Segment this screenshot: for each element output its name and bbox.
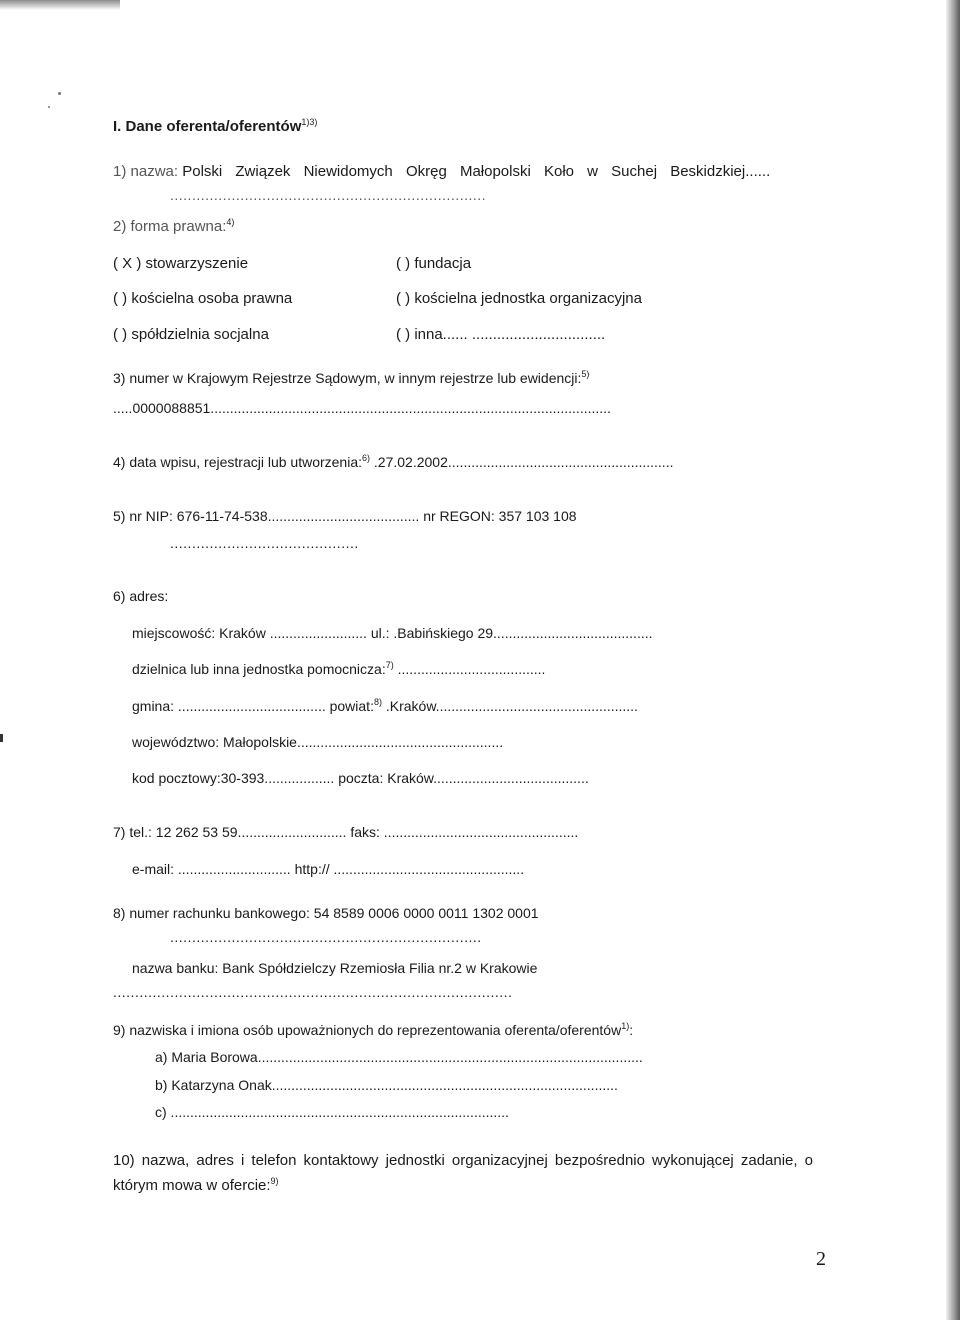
scan-speck — [48, 106, 50, 108]
field-adres-label: 6) adres: — [113, 588, 169, 604]
field-forma-prawna-footnote: 4) — [226, 217, 235, 227]
field-powiat-footnote: 8) — [373, 697, 382, 707]
field-dzielnica-footnote: 7) — [385, 660, 394, 670]
field-dzielnica-value: ...................................... — [397, 661, 546, 677]
field-gmina-powiat — [132, 697, 638, 715]
option-koscielna-osoba-prawna: ( ) kościelna osoba prawna — [113, 290, 293, 307]
field-osoby-footnote: 1) — [621, 1021, 630, 1031]
field-osoba-c: c) ....................................................................................... — [155, 1104, 509, 1120]
field-nip: 5) nr NIP: 676-11-74-538....................................... — [113, 508, 420, 524]
field-forma-prawna — [113, 218, 234, 236]
field-regon: nr REGON: 357 103 108 — [423, 508, 577, 524]
field-nip-regon — [113, 507, 577, 525]
field-nazwa-banku: nazwa banku: Bank Spółdzielczy Rzemiosła Filia nr.2 w Krakowie — [132, 960, 538, 976]
field-nazwa-value: Polski Związek Niewidomych Okręg Małopolski Koło w Suchej Beskidzkiej...... — [182, 163, 771, 180]
field-krs-value: .....0000088851....................................................................................................... — [113, 400, 611, 416]
field-osoby-upowaznione — [113, 1021, 633, 1039]
field-nazwa-continuation: ........................................................................ — [170, 187, 487, 203]
field-kod-pocztowy: kod pocztowy:30-393.................. poczta: Kraków........................................ — [132, 770, 589, 786]
field-osoby-colon: : — [629, 1022, 634, 1038]
field-krs-label: 3) numer w Krajowym Rejestrze Sądowym, w innym rejestrze lub ewidencji: — [113, 370, 582, 386]
field-osoby-label: 9) nazwiska i imiona osób upoważnionych do reprezentowania oferenta/oferentów — [113, 1022, 622, 1038]
field-dzielnica-label: dzielnica lub inna jednostka pomocnicza: — [132, 661, 386, 677]
option-stowarzyszenie: ( X ) stowarzyszenie — [113, 255, 249, 272]
field-tel-faks: 7) tel.: 12 262 53 59............................ faks: .................................................. — [113, 824, 579, 840]
scan-speck — [0, 734, 3, 742]
field-data-wpisu-value: .27.02.2002.......................................................... — [373, 454, 674, 470]
field-forma-prawna-label: 2) forma prawna: — [113, 218, 227, 235]
page-number: 2 — [816, 1248, 826, 1270]
section-title-text: I. Dane oferenta/oferentów — [113, 118, 302, 135]
option-inna: ( ) inna...... ................................ — [396, 326, 606, 343]
scan-edge-right — [946, 0, 960, 1320]
section-title — [113, 118, 317, 136]
section-title-footnote: 1)3) — [301, 117, 318, 127]
field-dzielnica — [132, 660, 545, 678]
field-osoba-b: b) Katarzyna Onak......................................................................................... — [155, 1077, 618, 1093]
field-jednostka-organizacyjna — [113, 1148, 813, 1198]
field-wojewodztwo: województwo: Małopolskie..................................................... — [132, 734, 504, 750]
field-osoba-a: a) Maria Borowa................................................................................................... — [155, 1049, 643, 1065]
field-nazwa-banku-continuation: ........................................................................................... — [113, 984, 513, 1000]
option-koscielna-jednostka: ( ) kościelna jednostka organizacyjna — [396, 290, 642, 307]
field-data-wpisu-footnote: 6) — [362, 453, 371, 463]
scan-edge-top-left — [0, 0, 120, 10]
field-miejscowosc: miejscowość: Kraków ......................... ul.: .Babińskiego 29......................................... — [132, 625, 653, 641]
field-rachunek: 8) numer rachunku bankowego: 54 8589 0006 0000 0011 1302 0001 — [113, 905, 539, 921]
field-rachunek-continuation: ....................................................................... — [170, 929, 482, 945]
field-nazwa — [113, 163, 770, 181]
field-jednostka-text: 10) nazwa, adres i telefon kontaktowy jednostki organizacyjnej bezpośrednio wykonującej zadanie, o którym mowa w ofercie: — [113, 1152, 813, 1194]
field-krs — [113, 369, 589, 387]
field-gmina: gmina: ...................................... powiat: — [132, 698, 374, 714]
field-nazwa-label: 1) nazwa: — [113, 163, 179, 180]
field-data-wpisu-label: 4) data wpisu, rejestracji lub utworzenia: — [113, 454, 363, 470]
field-data-wpisu — [113, 453, 673, 471]
option-spoldzielnia-socjalna: ( ) spółdzielnia socjalna — [113, 326, 269, 343]
field-email-http: e-mail: ............................. http:// ................................................. — [132, 861, 525, 877]
field-krs-footnote: 5) — [581, 369, 590, 379]
scan-speck — [58, 92, 61, 95]
field-regon-continuation: ........................................... — [170, 535, 359, 551]
field-jednostka-footnote: 9) — [270, 1176, 279, 1186]
option-fundacja: ( ) fundacja — [396, 255, 472, 272]
field-powiat-value: .Kraków.................................................... — [385, 698, 638, 714]
